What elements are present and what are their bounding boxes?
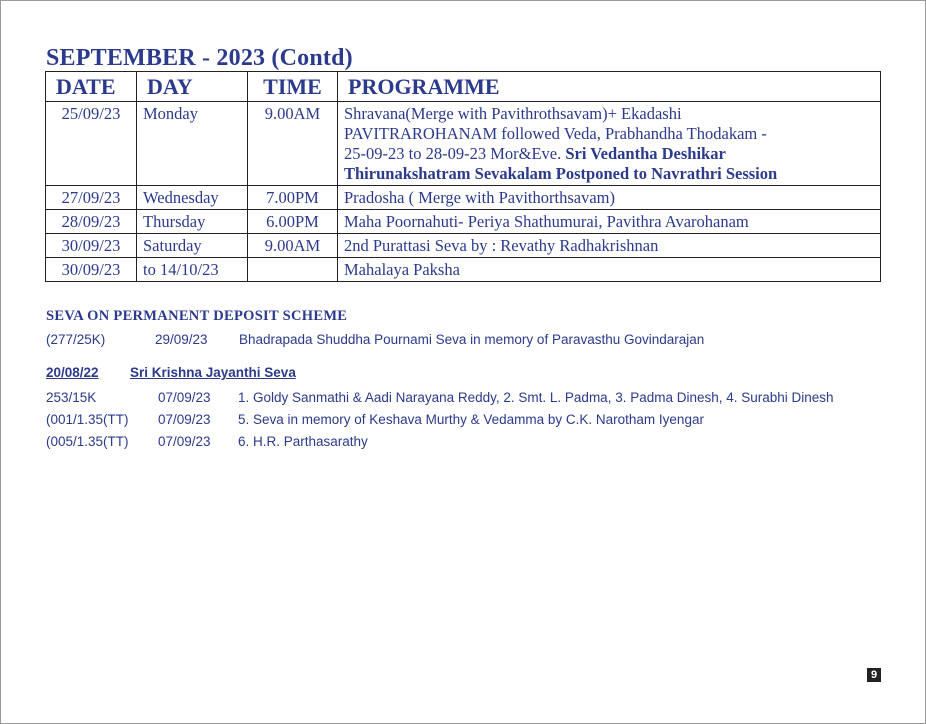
cell-date: 25/09/23 <box>46 102 137 186</box>
cell-date: 30/09/23 <box>46 234 137 258</box>
cell-day: Monday <box>137 102 248 186</box>
cell-programme: Mahalaya Paksha <box>338 258 881 282</box>
entry-date: 07/09/23 <box>158 412 211 427</box>
cell-time: 6.00PM <box>248 210 338 234</box>
entry-text: 5. Seva in memory of Keshava Murthy & Vedamma by C.K. Narotham Iyengar <box>238 412 704 427</box>
cell-programme: 2nd Purattasi Seva by : Revathy Radhakrishnan <box>338 234 881 258</box>
entry-date: 07/09/23 <box>158 434 211 449</box>
cell-date: 30/09/23 <box>46 258 137 282</box>
entry-code: (001/1.35(TT) <box>46 412 129 427</box>
programme-text: 25-09-23 to 28-09-23 Mor&Eve. <box>344 144 566 163</box>
table-row <box>46 258 881 282</box>
cell-time: 9.00AM <box>248 234 338 258</box>
header-date: DATE <box>46 72 137 102</box>
programme-line: Shravana(Merge with Pavithrothsavam)+ Ekadashi <box>344 104 682 123</box>
table-row <box>46 186 881 210</box>
cell-time: 9.00AM <box>248 102 338 186</box>
deposit-section-title: SEVA ON PERMANENT DEPOSIT SCHEME <box>46 308 348 324</box>
programme-line: PAVITRAROHANAM followed Veda, Prabhandha Thodakam - <box>344 124 767 143</box>
header-time: TIME <box>248 72 338 102</box>
cell-date: 28/09/23 <box>46 210 137 234</box>
schedule-table <box>45 71 881 282</box>
cell-day: Thursday <box>137 210 248 234</box>
programme-bold-line: Thirunakshatram Sevakalam Postponed to Navrathri Session <box>344 164 778 183</box>
entry-date: 29/09/23 <box>155 332 208 347</box>
cell-programme: Maha Poornahuti- Periya Shathumurai, Pavithra Avarohanam <box>338 210 881 234</box>
entry-text: Bhadrapada Shuddha Pournami Seva in memory of Paravasthu Govindarajan <box>239 332 705 347</box>
cell-day: Saturday <box>137 234 248 258</box>
table-row <box>46 102 881 186</box>
entry-text: 6. H.R. Parthasarathy <box>238 434 368 449</box>
entry-code: 253/15K <box>46 390 97 405</box>
table-header-row <box>46 72 881 102</box>
page-heading: SEPTEMBER - 2023 (Contd) <box>46 45 353 71</box>
cell-programme <box>338 102 881 186</box>
programme-line <box>344 144 874 164</box>
cell-day: to 14/10/23 <box>137 258 248 282</box>
entry-code: (277/25K) <box>46 332 106 347</box>
programme-bold-text: Sri Vedantha Deshikar <box>565 144 726 163</box>
entry-code: 20/08/22 <box>46 365 99 380</box>
cell-day: Wednesday <box>137 186 248 210</box>
entry-text: 1. Goldy Sanmathi & Aadi Narayana Reddy, 2. Smt. L. Padma, 3. Padma Dinesh, 4. Surabhi Dinesh <box>238 390 834 405</box>
cell-time: 7.00PM <box>248 186 338 210</box>
table-row <box>46 210 881 234</box>
entry-date: 07/09/23 <box>158 390 211 405</box>
entry-text: Sri Krishna Jayanthi Seva <box>130 365 296 380</box>
header-day: DAY <box>137 72 248 102</box>
page-number: 9 <box>867 668 881 682</box>
table-row <box>46 234 881 258</box>
entry-code: (005/1.35(TT) <box>46 434 129 449</box>
header-programme: PROGRAMME <box>338 72 881 102</box>
cell-time <box>248 258 338 282</box>
cell-programme: Pradosha ( Merge with Pavithorthsavam) <box>338 186 881 210</box>
cell-date: 27/09/23 <box>46 186 137 210</box>
